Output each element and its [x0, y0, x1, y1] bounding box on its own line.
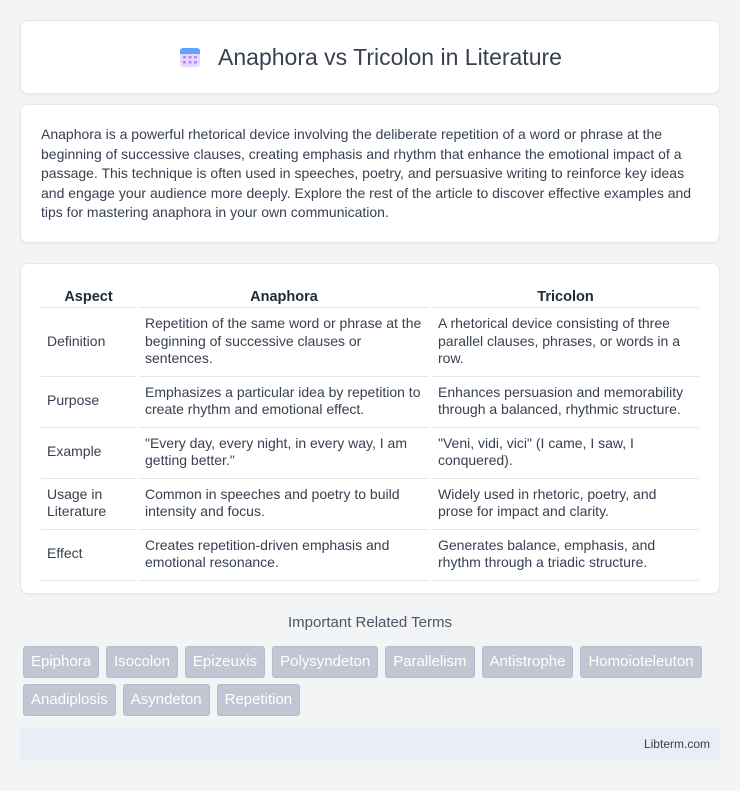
- header-anaphora: Anaphora: [139, 284, 429, 308]
- comparison-card: [20, 263, 720, 594]
- header-tricolon: Tricolon: [432, 284, 699, 308]
- aspect-cell: Example: [41, 428, 136, 479]
- tag-epiphora[interactable]: Epiphora: [23, 646, 99, 678]
- intro-card: [20, 104, 720, 243]
- tag-epizeuxis[interactable]: Epizeuxis: [185, 646, 265, 678]
- tricolon-cell: Widely used in rhetoric, poetry, and prose for impact and clarity.: [432, 479, 699, 530]
- tag-antistrophe[interactable]: Antistrophe: [482, 646, 574, 678]
- comparison-table: [38, 284, 702, 581]
- aspect-cell: Effect: [41, 530, 136, 581]
- anaphora-cell: Emphasizes a particular idea by repetition to create rhythm and emotional effect.: [139, 377, 429, 428]
- header-card: [20, 20, 720, 94]
- anaphora-cell: Creates repetition-driven emphasis and emotional resonance.: [139, 530, 429, 581]
- table-row: [41, 377, 699, 428]
- related-terms-list: [23, 646, 713, 716]
- footer-site-link[interactable]: Libterm.com: [643, 737, 710, 751]
- tag-repetition[interactable]: Repetition: [217, 684, 301, 716]
- anaphora-cell: Common in speeches and poetry to build intensity and focus.: [139, 479, 429, 530]
- aspect-cell: Definition: [41, 308, 136, 377]
- footer: [20, 728, 720, 760]
- table-row: [41, 308, 699, 377]
- table-row: [41, 530, 699, 581]
- tag-asyndeton[interactable]: Asyndeton: [123, 684, 210, 716]
- tag-isocolon[interactable]: Isocolon: [106, 646, 178, 678]
- page-title: Anaphora vs Tricolon in Literature: [218, 43, 562, 70]
- tricolon-cell: "Veni, vidi, vici" (I came, I saw, I conquered).: [432, 428, 699, 479]
- intro-paragraph: Anaphora is a powerful rhetorical device involving the deliberate repetition of a word or phrase at the beginning of successive clauses, creating emphasis and rhythm that enhance the emotional impact of a passage. This technique is often used in speeches, poetry, and persuasive writing to reinforce key ideas and engage your audience more deeply. Explore the rest of the article to discover effective examples and tips for mastering anaphora in your own communication.: [41, 126, 692, 220]
- tag-homoioteleuton[interactable]: Homoioteleuton: [580, 646, 701, 678]
- calendar-grid-icon: [178, 45, 202, 69]
- tricolon-cell: A rhetorical device consisting of three parallel clauses, phrases, or words in a row.: [432, 308, 699, 377]
- tag-anadiplosis[interactable]: Anadiplosis: [23, 684, 116, 716]
- anaphora-cell: Repetition of the same word or phrase at the beginning of successive clauses or sentences.: [139, 308, 429, 377]
- tricolon-cell: Enhances persuasion and memorability through a balanced, rhythmic structure.: [432, 377, 699, 428]
- aspect-cell: Purpose: [41, 377, 136, 428]
- table-header-row: [41, 284, 699, 308]
- tag-parallelism[interactable]: Parallelism: [385, 646, 474, 678]
- anaphora-cell: "Every day, every night, in every way, I am getting better.": [139, 428, 429, 479]
- tricolon-cell: Generates balance, emphasis, and rhythm through a triadic structure.: [432, 530, 699, 581]
- tag-polysyndeton[interactable]: Polysyndeton: [272, 646, 378, 678]
- table-row: [41, 479, 699, 530]
- related-terms-title: Important Related Terms: [288, 614, 452, 631]
- aspect-cell: Usage in Literature: [41, 479, 136, 530]
- header-aspect: Aspect: [41, 284, 136, 308]
- table-row: [41, 428, 699, 479]
